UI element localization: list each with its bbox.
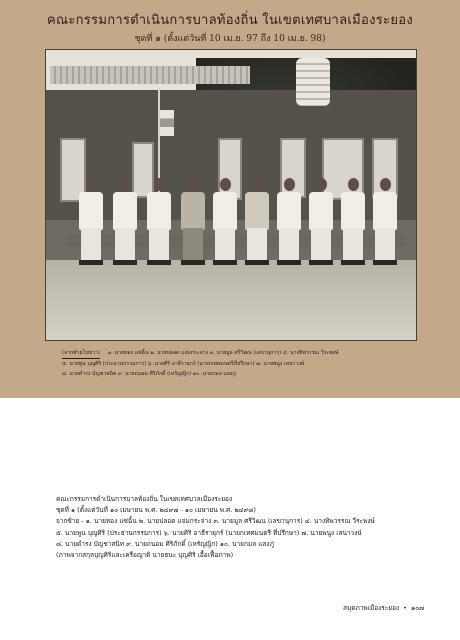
page-number: ๑๐๗ (411, 604, 424, 612)
board-caption (62, 348, 418, 390)
footer-separator: • (403, 604, 408, 612)
seated-person (146, 178, 172, 266)
board-subtitle: ชุดที่ ๑ (ตั้งแต่วันที่ 10 เม.ย. 97 ถึง 10 เม.ย. 98) (134, 34, 326, 44)
seated-person (78, 178, 104, 266)
seated-person (212, 178, 238, 266)
caption-line: จากซ้าย - ๑. นายทอง แซ่ฉิ้น ๒. นายปลอด แจ่มกระจ่าง ๓. นายมูล ศรีวิฒน (เลขานุการ) ๔. นางทิพวรรณ วีระพงษ์ (56, 517, 375, 526)
photo-roof (50, 66, 250, 84)
board-caption-label: (จากซ้ายไปขวา) (62, 348, 100, 359)
board-caption-line: ๘. นายดำรง บัญชาสนิท ๙. นายถนอม ศิริภักดิ์ (เหรัญญิก) ๑๐. นายกมล แสงภู่ (62, 371, 236, 377)
flag (160, 110, 174, 136)
book-title: สมุดภาพเมืองระยอง (343, 604, 400, 612)
caption-line: ๘. นายดำรง บัญชาสนิท ๙. นายถนอม ศิริภักดิ์ (เหรัญญิก) ๑๐. นายกมล แสงภู่ (56, 539, 274, 548)
page-footer (343, 603, 424, 613)
board-title: คณะกรรมการดำเนินการบาลท้องถิ่น ในเขตเทศบาลเมืองระยอง (46, 13, 414, 28)
seated-person (112, 178, 138, 266)
caption-line: ชุดที่ ๑ (ตั้งแต่วันที่ ๑๐ เมษายน พ.ศ. ๒๔๙๗ - ๑๐ เมษายน พ.ศ. ๒๔๙๘) (56, 506, 256, 515)
seated-person (372, 178, 398, 266)
photo-caption-text (56, 494, 426, 561)
seated-person (276, 178, 302, 266)
caption-line: (ภาพจากสกุลบุญศิริและเครือญาติ นายธนะ บุญศิริ เอื้อเฟื้อภาพ) (56, 551, 234, 560)
caption-line: ๕. นายพูน บุญศิริ (ประธานกรรมการ) ๖. นายศิริ อาธีรายุกร์ (นายกเทศมนตรี ที่ปรึกษา) ๗. นายพนูง เสนาวงษ์ (56, 528, 362, 537)
seated-person (340, 178, 366, 266)
seated-person (180, 178, 206, 266)
lantern (296, 58, 330, 106)
photo-ground (46, 260, 416, 340)
seated-person (244, 178, 270, 266)
board-caption-line: ๕. นายพูน บุญศิริ (ประธานกรรมการ) ๖. นายศิริ อาธีรายุกร์ (นายกเทศมนตรีที่ปรึกษา) ๗. นายพนูง เสนาวงษ์ (62, 361, 305, 367)
board-caption-line: ๑. นายทอง แซ่ฉิ้น ๒. นายปลอด แจ่มกระจ่าง ๓. นายมูล ศรีวิฒน (เลขานุการ) ๔. นางทิพวรรณ วีระพงษ์ (107, 350, 339, 356)
caption-line: คณะกรรมการดำเนินการบาลท้องถิ่น ในเขตเทศบาลเมืองระยอง (56, 495, 233, 503)
group-photo (46, 50, 416, 340)
seated-person (308, 178, 334, 266)
